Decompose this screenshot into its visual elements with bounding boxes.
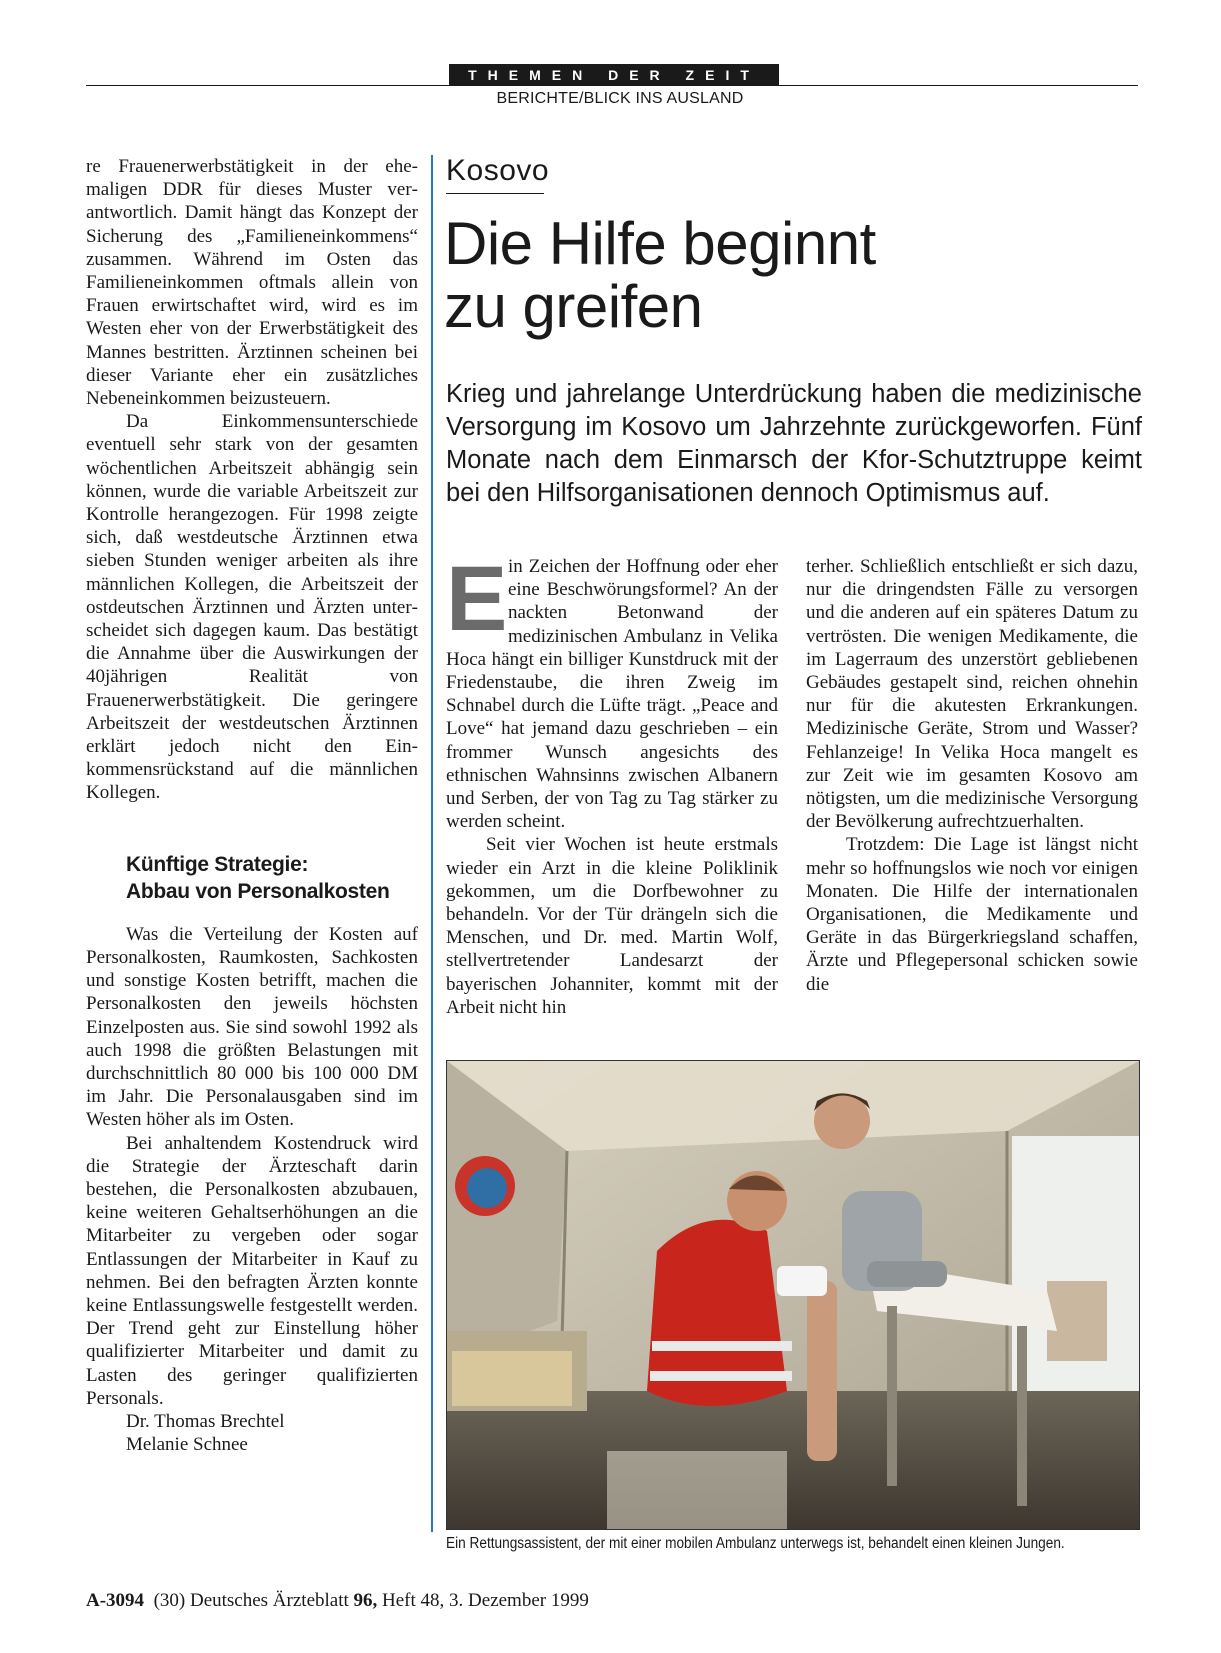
subheading xyxy=(126,851,418,905)
section-banner: THEMEN DER ZEIT xyxy=(449,64,779,86)
author-2: Melanie Schnee xyxy=(126,1434,248,1456)
left-paragraph-3: Was die Verteilung der Kosten auf Personalkosten, Raumkosten, Sachkosten und sonstige Kosten betrifft, machen die Personalkosten den jeweils höchsten Einzelposten aus. Sie sind sowohl 1992 als auch 1998 die größten Belastungen mit durchschnittlich 80 000 bis 100 000 DM im Jahr. Die Personalausgaben sind im Westen höher als im Osten. xyxy=(86,923,418,1131)
left-paragraph-2: Da Einkommensunterschiede eventuell sehr stark von der gesamten wöchentlichen Arbeitszeit abhängig sein können, wurde die variable Arbeitszeit zur Kontrolle herangezogen. Für 1998 zeigte sich, daß westdeutsche Ärztinnen etwa sieben Stunden weniger arbeiten als ihre männlichen Kollegen, die Arbeitszeit der ostdeutschen Ärztinnen und Ärzten unterscheidet sich dagegen kaum. Das bestätigt die Annahme über die Auswirkungen der 40jährigen Realität von Frauenerwerbstätigkeit. Die geringere Arbeitszeit der westdeutschen Ärztinnen erklärt jedoch nicht den Einkommensrückstand auf die männlichen Kollegen. xyxy=(86,411,418,804)
article-paragraph-1-text: in Zeichen der Hoffnung oder eher eine Beschwörungsformel? An der nackten Betonwand der medizinischen Ambulanz in Velika Hoca hängt ein billiger Kunstdruck mit der Friedenstaube, die ihren Zweig im Schnabel durch die Lüfte trägt. „Peace and Love“ hat jemand dazu geschrieben – ein frommer Wunsch angesichts des ethnischen Wahnsinns zwischen Albanern und Serben, der von Tag zu Tag stärker zu werden scheint. xyxy=(446,556,778,833)
drop-cap: E xyxy=(446,548,508,650)
article-column-2 xyxy=(806,555,1138,996)
photo-illustration xyxy=(447,1061,1139,1529)
journal-name: (30) Deutsches Ärzteblatt xyxy=(153,1590,349,1611)
journal-volume: 96, xyxy=(353,1590,378,1611)
article-paragraph-1 xyxy=(446,548,778,833)
left-paragraph-1: re Frauenerwerbstätigkeit in der ehemaligen DDR für dieses Muster verantwortlich. Damit hängt das Konzept der Sicherung des „Familieneinkommens“ zusammen. Während im Osten das Familieneinkommen oftmals allein von Frauen erwirtschaftet wird, wird es im Westen eher von der Erwerbstätigkeit des Mannes bestritten. Ärztinnen scheinen bei dieser Variante eher ein zusätzliches Nebeneinkommen beizusteuern. xyxy=(86,156,418,410)
photo-caption: Ein Rettungsassistent, der mit einer mobilen Ambulanz unterwegs ist, behandelt einen kleinen Jungen. xyxy=(446,1535,1065,1552)
article-photo xyxy=(446,1060,1140,1530)
left-paragraph-4: Bei anhaltendem Kostendruck wird die Strategie der Ärzteschaft darin bestehen, die Personalkosten abzubauen, keine weiteren Gehaltserhöhungen an die Mitarbeiter zu vergeben oder sogar Entlassungen der Mitarbeiter in Kauf zu nehmen. Bei den befragten Ärzten konnte keine Entlassungswelle festgestellt werden. Der Trend geht zur Einstellung höher qualifizierter Mitarbeiter und damit zu Lasten des geringer qualifizierten Personals. xyxy=(86,1132,418,1409)
headline-line-2: zu greifen xyxy=(444,273,703,340)
article-column-1 xyxy=(446,548,778,1019)
headline-line-1: Die Hilfe beginnt xyxy=(444,210,876,277)
article-kicker: Kosovo xyxy=(446,154,550,187)
article-lead: Krieg und jahrelange Unterdrückung haben die medizinische Versorgung im Kosovo um Jahrzehnte zurückgeworfen. Fünf Monate nach dem Einmarsch der Kfor-Schutztruppe keimt bei den Hilfsorganisationen dennoch Optimismus auf. xyxy=(446,380,1142,507)
section-subtitle: BERICHTE/BLICK INS AUSLAND xyxy=(496,90,744,107)
page-footer xyxy=(86,1590,589,1612)
subheading-line-1: Künftige Strategie: xyxy=(126,852,309,876)
issue-date: Heft 48, 3. Dezember 1999 xyxy=(382,1590,589,1611)
author-1: Dr. Thomas Brechtel xyxy=(126,1410,285,1432)
page-number: A-3094 xyxy=(86,1590,145,1611)
kicker-underline xyxy=(446,193,544,194)
article-headline xyxy=(444,212,1164,338)
column-divider xyxy=(431,155,433,1532)
header-rule xyxy=(86,85,1138,86)
left-column xyxy=(86,155,418,1456)
article-paragraph-2: Seit vier Wochen ist heute erstmals wieder ein Arzt in die kleine Poliklinik gekommen, um die Dorfbewohner zu behandeln. Vor der Tür drängeln sich die Menschen, und Dr. med. Martin Wolf, stellvertretender Landesarzt der bayerischen Johanniter, kommt mit der Arbeit nicht hin xyxy=(446,834,778,1018)
article-paragraph-4: Trotzdem: Die Lage ist längst nicht mehr so hoffnungslos wie noch vor einigen Monaten. Die Hilfe der internationalen Organisationen, die Medikamente und Geräte in das Bürgerkriegsland schaffen, Ärzte und Pflegepersonal schicken sowie die xyxy=(806,834,1138,995)
subheading-line-2: Abbau von Personalkosten xyxy=(126,879,390,903)
article-paragraph-3: terher. Schließlich entschließt er sich dazu, nur die dringendsten Fälle zu versorgen und die anderen auf ein späteres Datum zu vertrösten. Die wenigen Medikamente, die im Lagerraum des unzerstört gebliebenen Gebäudes gestapelt sind, reichen ohnehin nur für die akutesten Erkrankungen. Medizinische Geräte, Strom und Wasser? Fehlanzeige! In Velika Hoca mangelt es zur Zeit wie im gesamten Kosovo am nötigsten, um die medizinische Versorgung der Bevölkerung aufrechtzuerhalten. xyxy=(806,556,1138,833)
